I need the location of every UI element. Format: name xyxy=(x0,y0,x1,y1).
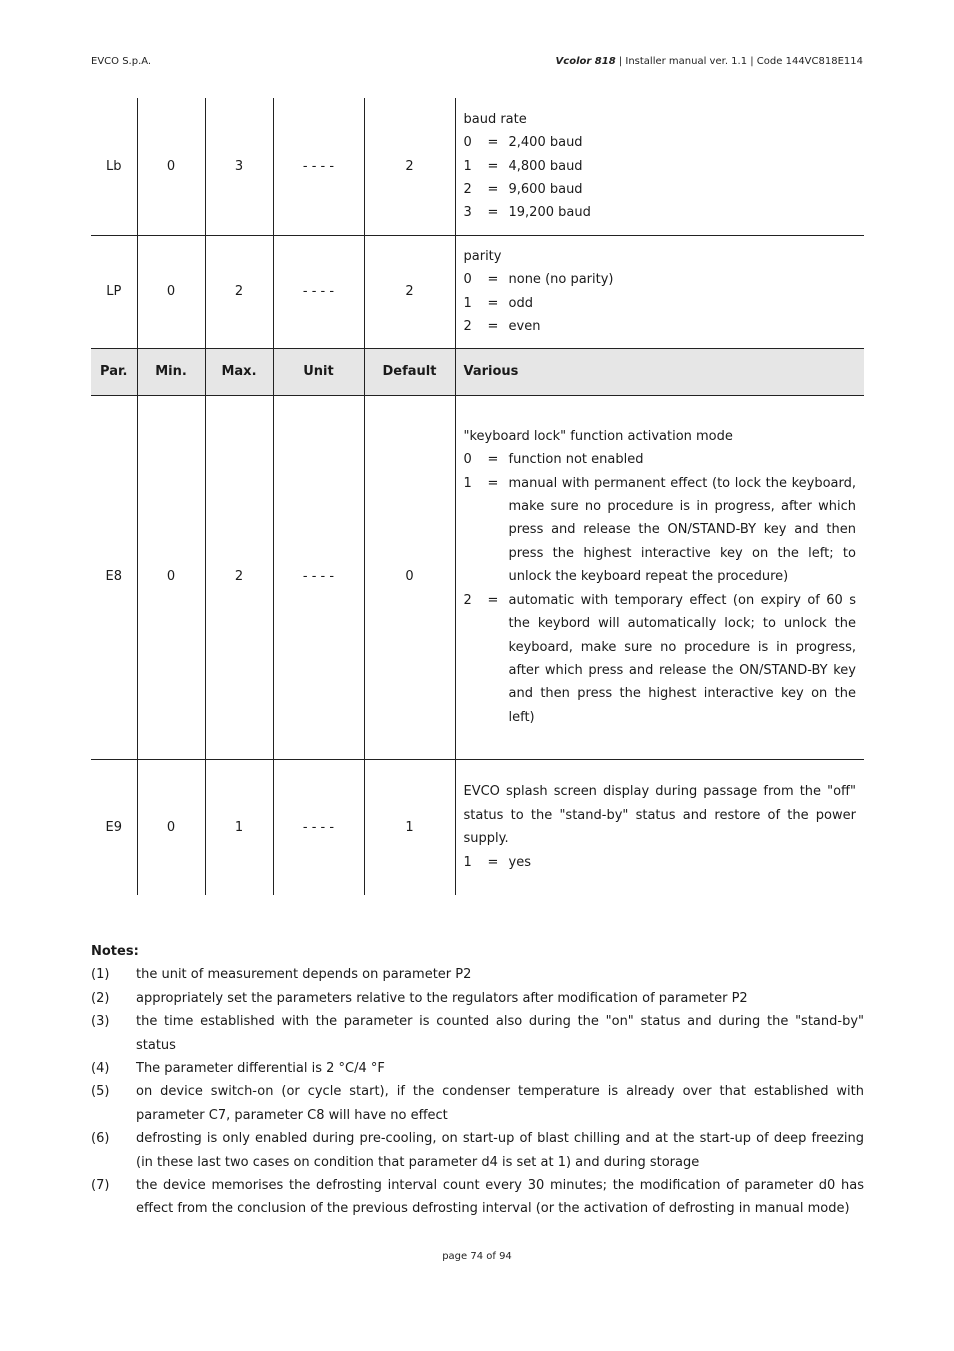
table-row xyxy=(91,759,864,895)
description-title: parity xyxy=(463,248,502,264)
note-item: (2) appropriately set the parameters relative to the regulators after modification of parameter P2 xyxy=(91,990,748,1006)
cell-default: 2 xyxy=(364,98,455,235)
description-title: "keyboard lock" function activation mode xyxy=(463,428,733,444)
cell-description xyxy=(455,395,864,759)
note-item: (4) The parameter differential is 2 °C/4 °F xyxy=(91,1061,385,1077)
cell-min: 0 xyxy=(137,759,205,895)
cell-max: 1 xyxy=(205,759,273,895)
table-row xyxy=(91,98,864,235)
option-row: 1 = yes xyxy=(463,854,531,870)
header-manual: | Installer manual ver. 1.1 | Code 144VC818E114 xyxy=(615,56,863,67)
cell-min: 0 xyxy=(137,98,205,235)
cell-default: 1 xyxy=(364,759,455,895)
cell-description xyxy=(455,98,864,235)
column-header-unit: Unit xyxy=(273,348,364,395)
cell-max: 2 xyxy=(205,235,273,348)
cell-unit: - - - - xyxy=(273,759,364,895)
description-title: baud rate xyxy=(463,111,527,127)
option-row: 2 = 9,600 baud xyxy=(463,181,583,197)
header-product: Vcolor 818 xyxy=(555,56,616,67)
column-header-min: Min. xyxy=(137,348,205,395)
cell-default: 2 xyxy=(364,235,455,348)
notes-section xyxy=(91,940,864,1221)
note-item: (7) the device memorises the defrosting interval count every 30 minutes; the modification of parameter d0 has effect from the conclusion of the previous defrosting interval (or the activation of defrosting in manual mode) xyxy=(91,1178,864,1217)
description-title: EVCO splash screen display during passage from the "off" status to the "stand-by" status and restore of the power supply. xyxy=(463,784,856,847)
note-item: (3) the time established with the parameter is counted also during the "on" status and during the "stand-by" status xyxy=(91,1014,864,1053)
cell-description xyxy=(455,759,864,895)
option-row: 1 = odd xyxy=(463,295,533,311)
cell-par: E8 xyxy=(91,395,137,759)
table-row xyxy=(91,235,864,348)
column-header-max: Max. xyxy=(205,348,273,395)
cell-par: E9 xyxy=(105,819,122,835)
note-item: (5) on device switch-on (or cycle start), if the condenser temperature is already over that established with parameter C7, parameter C8 will have no effect xyxy=(91,1084,864,1123)
header-company: EVCO S.p.A. xyxy=(91,56,152,67)
cell-max: 3 xyxy=(205,98,273,235)
header-document-info xyxy=(556,56,863,67)
table-header-row xyxy=(91,348,864,395)
cell-min: 0 xyxy=(137,395,205,759)
table-row xyxy=(91,395,864,759)
cell-description xyxy=(455,235,864,348)
column-header-various: Various xyxy=(455,348,864,395)
note-item: (1) the unit of measurement depends on parameter P2 xyxy=(91,967,472,983)
cell-par: LP xyxy=(106,283,122,299)
option-row: 2 = even xyxy=(463,318,541,334)
cell-unit: - - - - xyxy=(273,98,364,235)
page-number: page 74 of 94 xyxy=(442,1251,512,1262)
option-row: 3 = 19,200 baud xyxy=(463,205,591,221)
option-row: 1 = 4,800 baud xyxy=(463,158,583,174)
parameter-table xyxy=(91,98,864,895)
cell-min: 0 xyxy=(137,235,205,348)
option-row: 0 = 2,400 baud xyxy=(463,135,583,151)
option-row: 2 = automatic with temporary effect (on expiry of 60 s the keybord will automatically lock; to unlock the keyboard, make sure no procedure is in progress, after which press and release the ON/STAND-BY key and then press the highest interactive key on the left) xyxy=(463,592,856,725)
column-header-par: Par. xyxy=(91,348,137,395)
cell-max: 2 xyxy=(205,395,273,759)
column-header-default: Default xyxy=(364,348,455,395)
cell-default: 0 xyxy=(364,395,455,759)
cell-unit: - - - - xyxy=(273,395,364,759)
cell-unit: - - - - xyxy=(273,235,364,348)
note-item: (6) defrosting is only enabled during pre-cooling, on start-up of blast chilling and at the start-up of deep freezing (in these last two cases on condition that parameter d4 is set at 1) and during storage xyxy=(91,1131,864,1170)
option-row: 0 = none (no parity) xyxy=(463,272,614,288)
option-row: 1 = manual with permanent effect (to lock the keyboard, make sure no procedure is in progress, after which press and release the ON/STAND-BY key and then press the highest interactive key on the left; to unlock the keyboard repeat the procedure) xyxy=(463,475,856,585)
option-row: 0 = function not enabled xyxy=(463,452,644,468)
notes-title: Notes: xyxy=(91,944,139,959)
cell-par: Lb xyxy=(91,98,137,235)
